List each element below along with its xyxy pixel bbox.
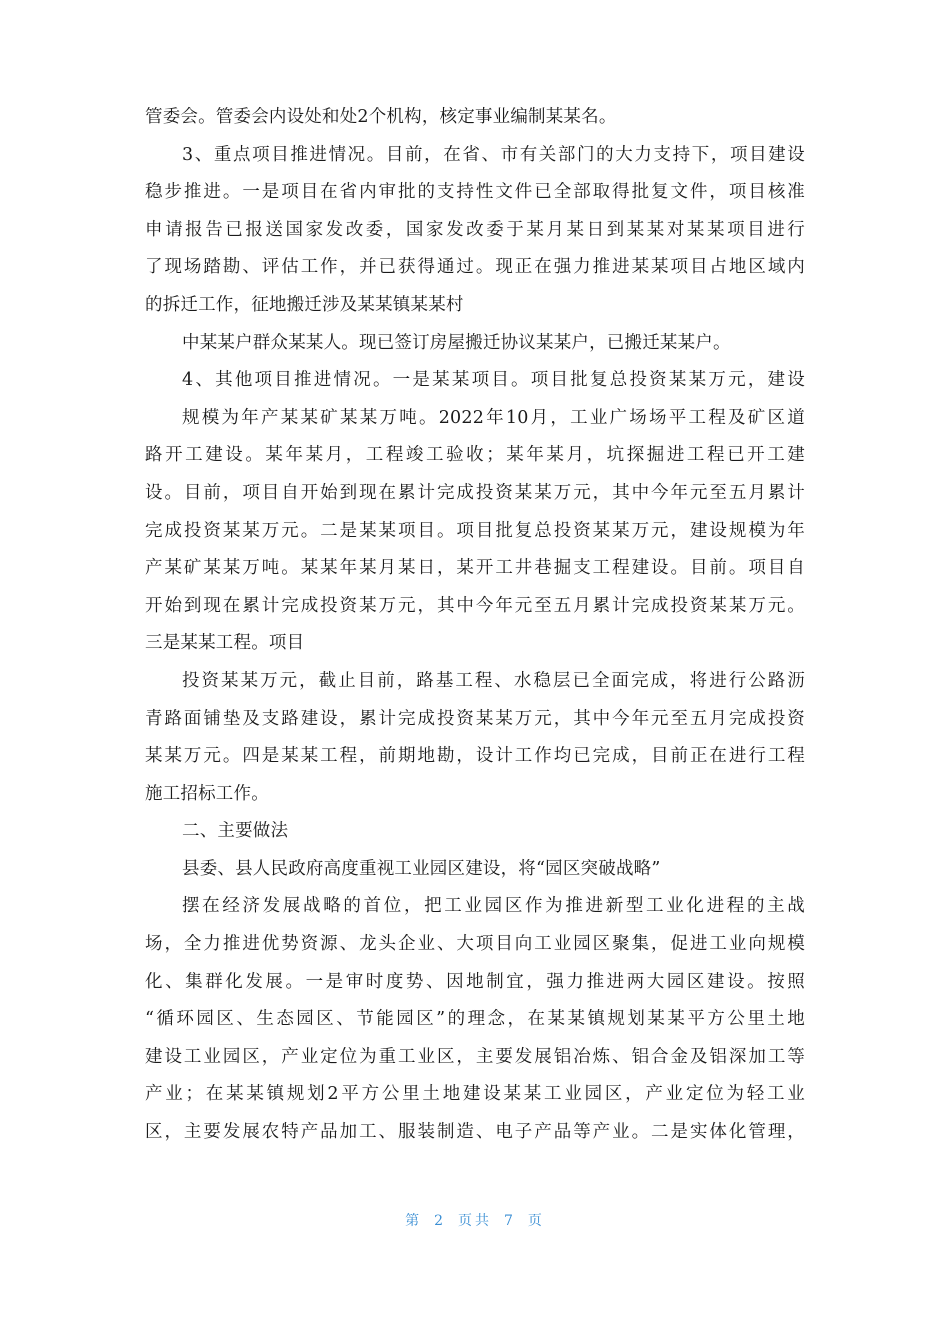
text-line: 中某某户群众某某人。现已签订房屋搬迁协议某某户，已搬迁某某户。 (182, 332, 731, 353)
text-line: 了现场踏勘、评估工作，并已获得通过。现正在强力推进某某项目占地区域内 (145, 257, 805, 278)
text-line: 二、主要做法 (182, 821, 289, 842)
text-line: 投资某某万元，截止目前，路基工程、水稳层已全面完成，将进行公路沥 (182, 670, 805, 691)
text-line: 产业；在某某镇规划2平方公里土地建设某某工业园区，产业定位为轻工业 (145, 1084, 805, 1105)
text-line: 区，主要发展农特产品加工、服装制造、电子产品等产业。二是实体化管理， (145, 1122, 805, 1143)
text-line: 开始到现在累计完成投资某万元，其中今年元至五月累计完成投资某某万元。 (145, 595, 805, 616)
text-line: 青路面铺垫及支路建设，累计完成投资某某万元，其中今年元至五月完成投资 (145, 708, 805, 729)
footer-prefix: 第 (405, 1213, 423, 1229)
text-line: 规模为年产某某矿某某万吨。2022年10月，工业广场场平工程及矿区道 (182, 407, 805, 428)
text-line: 场，全力推进优势资源、龙头企业、大项目向工业园区聚集，促进工业向规模 (145, 934, 805, 955)
text-line: 建设工业园区，产业定位为重工业区，主要发展铝冶炼、铝合金及铝深加工等 (145, 1046, 805, 1067)
text-line: 施工招标工作。 (145, 783, 269, 804)
text-line: 申请报告已报送国家发改委，国家发改委于某月某日到某某对某某项目进行 (145, 219, 805, 240)
text-line: 化、集群化发展。一是审时度势、因地制宜，强力推进两大园区建设。按照 (145, 971, 805, 992)
text-line: 的拆迁工作，征地搬迁涉及某某镇某某村 (145, 294, 464, 315)
text-line: 摆在经济发展战略的首位，把工业园区作为推进新型工业化进程的主战 (182, 896, 805, 917)
text-line: 某某万元。四是某某工程，前期地勘，设计工作均已完成，目前正在进行工程 (145, 746, 805, 767)
text-line: “循环园区、生态园区、节能园区”的理念，在某某镇规划某某平方公里土地 (145, 1009, 805, 1030)
page-footer (0, 1210, 950, 1230)
text-line: 设。目前，项目自开始到现在累计完成投资某某万元，其中今年元至五月累计 (145, 482, 805, 503)
text-line: 县委、县人民政府高度重视工业园区建设，将“园区突破战略” (182, 858, 661, 879)
text-line: 完成投资某某万元。二是某某项目。项目批复总投资某某万元，建设规模为年 (145, 520, 805, 541)
footer-total-pages: 7 (504, 1213, 516, 1229)
text-line: 稳步推进。一是项目在省内审批的支持性文件已全部取得批复文件，项目核准 (145, 182, 805, 203)
text-line: 4、其他项目推进情况。一是某某项目。项目批复总投资某某万元，建设 (182, 370, 805, 391)
text-line: 3、重点项目推进情况。目前，在省、市有关部门的大力支持下，项目建设 (182, 144, 805, 165)
footer-middle: 页共 (458, 1213, 492, 1229)
text-line: 产某矿某某万吨。某某年某月某日，某开工井巷掘支工程建设。目前。项目自 (145, 558, 805, 579)
text-line: 管委会。管委会内设处和处2个机构，核定事业编制某某名。 (145, 107, 617, 127)
footer-page-number: 2 (434, 1213, 446, 1229)
text-line: 三是某某工程。项目 (145, 633, 305, 654)
document-body (145, 99, 805, 1152)
text-line: 路开工建设。某年某月，工程竣工验收；某年某月，坑探掘进工程已开工建 (145, 445, 805, 466)
footer-suffix: 页 (527, 1213, 545, 1229)
